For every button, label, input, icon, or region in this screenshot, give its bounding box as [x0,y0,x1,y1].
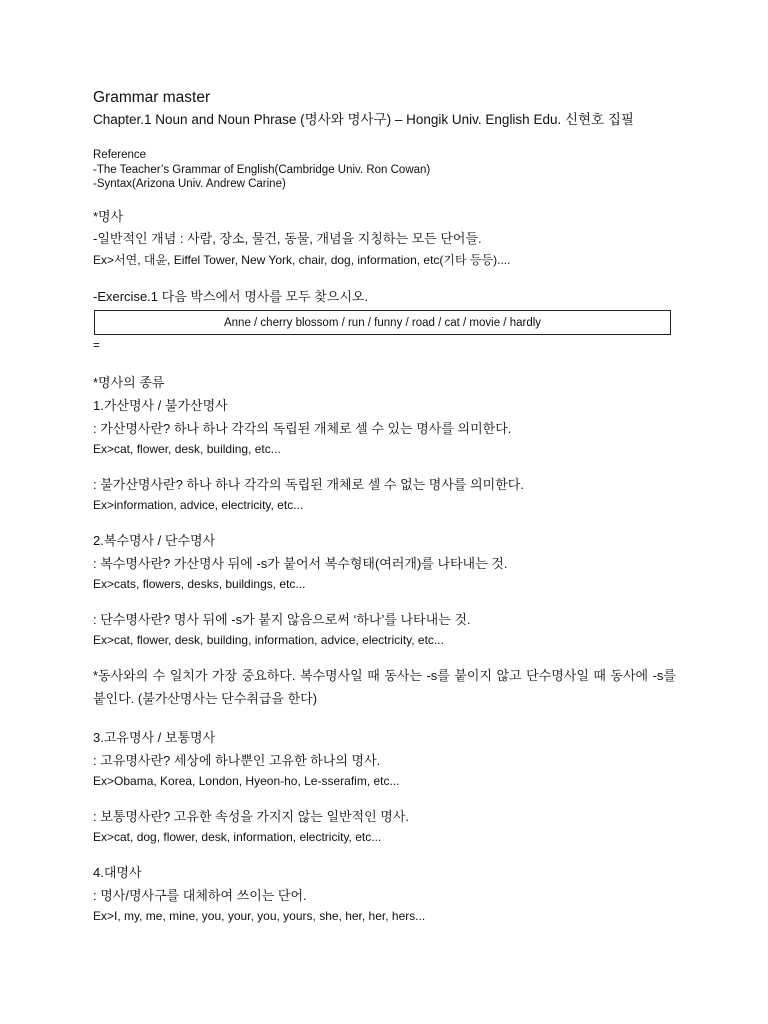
exercise-word-box [94,310,671,335]
noun-example: Ex>서연, 대윤, Eiffel Tower, New York, chair, dog, information, etc(기타 등등).... [93,253,511,267]
common-example: Ex>cat, dog, flower, desk, information, electricity, etc... [93,830,382,844]
countable-definition: : 가산명사란? 하나 하나 각각의 독립된 개체로 셀 수 있는 명사를 의미한다. [93,421,512,436]
countable-example: Ex>cat, flower, desk, building, etc... [93,442,281,456]
exercise-answer: = [93,340,100,352]
reference-item: -The Teacher’s Grammar of English(Cambridge Univ. Ron Cowan) [93,164,431,176]
proper-example: Ex>Obama, Korea, London, Hyeon-ho, Le-sserafim, etc... [93,774,400,788]
common-definition: : 보통명사란? 고유한 속성을 가지지 않는 일반적인 명사. [93,809,410,824]
section-heading-plural: 2.복수명사 / 단수명사 [93,533,216,548]
section-heading-pronoun: 4.대명사 [93,865,142,880]
noun-definition: -일반적인 개념 : 사람, 장소, 물건, 동물, 개념을 지칭하는 모든 단어들. [93,231,482,246]
reference-heading: Reference [93,149,147,161]
section-heading-countable: 1.가산명사 / 불가산명사 [93,398,228,413]
agreement-note: *동사와의 수 일치가 가장 중요하다. 복수명사일 때 동사는 -s를 붙이지 않고 단수명사일 때 동사에 -s를 붙인다. (불가산명사는 단수취급을 한다) [93,668,676,706]
plural-definition: : 복수명사란? 가산명사 뒤에 -s가 붙어서 복수형태(여러개)를 나타내는 것. [93,556,508,571]
types-heading: *명사의 종류 [93,375,165,390]
document-subtitle: Chapter.1 Noun and Noun Phrase (명사와 명사구) – Hongik Univ. English Edu. 신현호 집필 [93,112,634,127]
pronoun-example: Ex>I, my, me, mine, you, your, you, yours, she, her, her, hers... [93,909,426,923]
plural-example: Ex>cats, flowers, desks, buildings, etc... [93,577,306,591]
exercise-word-list: Anne / cherry blossom / run / funny / road / cat / movie / hardly [223,316,542,329]
singular-example: Ex>cat, flower, desk, building, information, advice, electricity, etc... [93,633,444,647]
singular-definition: : 단수명사란? 명사 뒤에 -s가 붙지 않음으로써 ‘하나’를 나타내는 것. [93,612,471,627]
pronoun-definition: : 명사/명사구를 대체하여 쓰이는 단어. [93,888,307,903]
document-title: Grammar master [93,89,211,106]
uncountable-definition: : 불가산명사란? 하나 하나 각각의 독립된 개체로 셀 수 없는 명사를 의미한다. [93,477,524,492]
proper-definition: : 고유명사란? 세상에 하나뿐인 고유한 하나의 명사. [93,753,381,768]
uncountable-example: Ex>information, advice, electricity, etc... [93,498,304,512]
section-heading-proper: 3.고유명사 / 보통명사 [93,730,216,745]
reference-item: -Syntax(Arizona Univ. Andrew Carine) [93,178,286,190]
exercise-prompt: -Exercise.1 다음 박스에서 명사를 모두 찾으시오. [93,289,369,304]
noun-heading: *명사 [93,209,124,224]
